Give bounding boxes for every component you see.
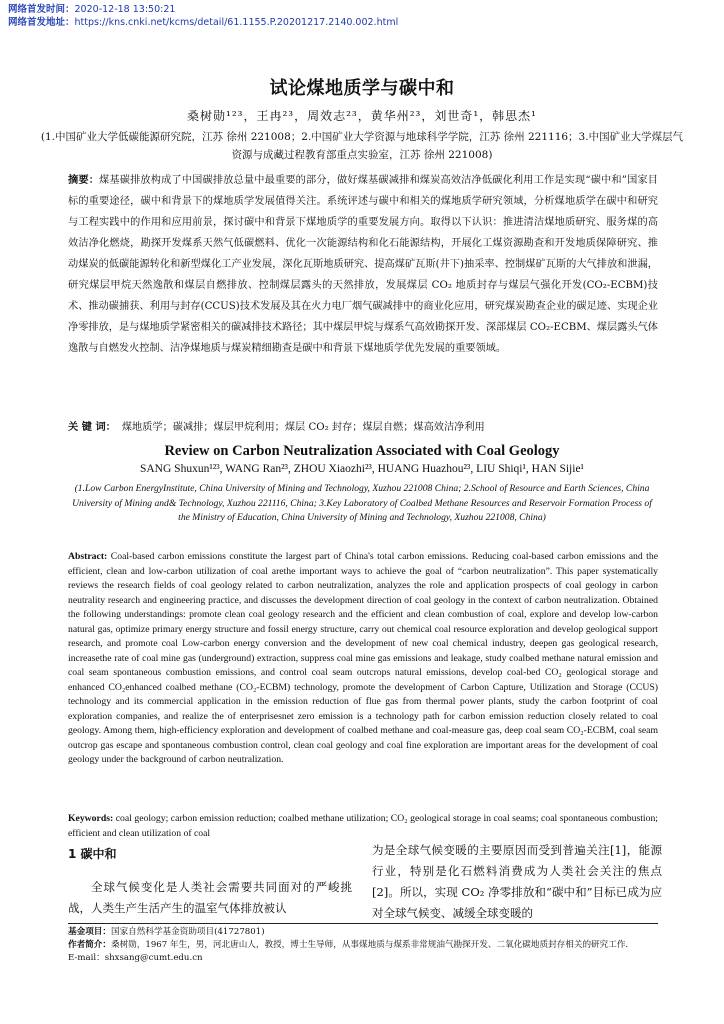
- publish-url-link[interactable]: https://kns.cnki.net/kcms/detail/61.1155.P.20201217.2140.002.html: [74, 17, 399, 28]
- keywords-en: [68, 812, 658, 841]
- keywords-en-label: Keywords:: [68, 813, 114, 824]
- paper-title-en: Review on Carbon Neutralization Associated with Coal Geology: [164, 443, 560, 459]
- abstract-cn-text: 煤基碳排放构成了中国碳排放总量中最重要的部分，做好煤基碳减排和煤炭高效洁净低碳化利用工作是实现“碳中和”国家目标的重要途径，碳中和背景下的煤地质学发展值得关注。系统评述与碳中和相关的煤地质学研究领域，分析煤地质学在碳中和研究与工程实践中的作用和应用前景，探讨碳中和背景下煤地质学的重要发展方向。取得以下认识：推进清洁煤地质研究、服务煤的高效洁净化燃烧，勘探开发煤系天然气低碳燃料、优化一次能源结构和化石能源结构，开展化工煤资源勘查和开发地质保障研究、推动煤炭的低碳能源转化和新型煤化工产业发展，深化瓦斯地质研究、提高煤矿瓦斯(井下)抽采率、控制煤矿瓦斯的大气排放和泄漏，研究煤层甲烷天然逸散和煤层自燃排放、控制煤层露头的天然排放，发展煤层 CO₂ 地质封存与煤层气强化开发(CO₂-ECBM)技术、推动碳捕获、利用与封存(CCUS)技术发展及其在火力电厂烟气碳减排中的商业化应用，研究煤炭勘查企业的碳足迹、实现企业净零排放，是与煤地质学紧密相关的碳减排技术路径；其中煤层甲烷与煤系气高效勘探开发、深部煤层 CO₂-ECBM、煤层露头气体逸散与自燃发火控制、洁净煤地质与煤炭精细勘查是碳中和背景下煤地质学优先发展的重要领域。: [68, 175, 658, 354]
- keywords-cn: [68, 420, 658, 436]
- affiliations-en: (1.Low Carbon EnergyInstitute, China University of Mining and Technology, Xuzhou 221008 China; 2.School of Resource and Earth Sciences, China University of Mining and& Technology, Xuzhou 221116, China; 3.Key Laboratory of Coalbed Methane Resources and Reservoir Formation Process of the Ministry of Education, China University of Mining and Technology, Xuzhou 221008, China): [72, 483, 652, 523]
- abstract-en: [68, 550, 658, 768]
- email-note[interactable]: E-mail：shxsang@cumt.edu.cn: [68, 953, 203, 963]
- authors-cn: 桑树勋¹²³，王冉²³，周效志²³，黄华州²³，刘世奇¹，韩思杰¹: [187, 109, 537, 123]
- publish-url-label: 网络首发地址：: [8, 17, 75, 28]
- authors-en: SANG Shuxun¹²³, WANG Ran²³, ZHOU Xiaozhi²³, HUANG Huazhou²³, LIU Shiqi¹, HAN Sijie¹: [139, 463, 585, 475]
- keywords-cn-text: 煤地质学；碳减排；煤层甲烷利用；煤层 CO₂ 封存；煤层自燃；煤高效洁净利用: [121, 422, 485, 433]
- affiliations-cn: (1.中国矿业大学低碳能源研究院，江苏 徐州 221008；2.中国矿业大学资源与地球科学学院，江苏 徐州 221116；3.中国矿业大学煤层气资源与成藏过程教育部重点实验室，江苏 徐州 221008): [40, 131, 684, 161]
- fund-note: [68, 926, 668, 939]
- fund-label: 基金项目：: [68, 927, 111, 937]
- author-label: 作者简介：: [68, 940, 111, 950]
- publish-url-line: [8, 16, 398, 29]
- body-paragraph-right: 为是全球气候变暖的主要原因而受到普遍关注[1]，能源行业，特别是化石燃料消费成为人类社会关注的焦点[2]。所以，实现 CO₂ 净零排放和“碳中和”目标已成为应对全球气候变、减缓全球变暖的: [372, 843, 662, 920]
- paper-title-cn: 试论煤地质学与碳中和: [269, 78, 455, 99]
- abstract-en-label: Abstract:: [68, 551, 108, 562]
- author-note: [68, 939, 668, 952]
- abstract-cn: [68, 170, 658, 359]
- body-column-right: [372, 840, 662, 924]
- publish-time-label: 网络首发时间：: [8, 4, 75, 15]
- footnotes: [68, 926, 668, 965]
- body-paragraph-left: 全球气候变化是人类社会需要共同面对的严峻挑战，人类生产生活产生的温室气体排放被认: [68, 880, 352, 915]
- keywords-cn-label: 关 键 词：: [68, 422, 116, 433]
- author-text: 桑树勋，1967 年生，男，河北唐山人，教授，博士生导师，从事煤地质与煤系非常规油气勘探开发、二氧化碳地质封存相关的研究工作.: [110, 940, 629, 950]
- abstract-en-text: Coal-based carbon emissions constitute the largest part of China's total carbon emissions. Reducing coal-based carbon emissions and the efficient, clean and low-carbon utilization of coal arethe important ways to achieve the goal of “carbon neutralization”. This paper systematically reviews the research fields of coal geology related to carbon neutralization, analyzes the role and application prospects of coal geology in carbon neutrality research and engineering practice, and discusses the development direction of coal geology in the context of carbon neutralization. Obtained the following understandings: promote clean coal geology research and the efficient and clean combustion of coal, explore and develop low-carbon natural gas, optimize primary energy structure and fossil energy structure, carry out chemical coal resource exploration and develop geological support research, and promote coal Low-carbon energy conversion and the development of new coal chemical industry, deepen gas geological research, increasethe rate of coal mine gas (underground) extraction, suppress coal mine gas emissions and leakage, study coalbed methane natural emission and coal seam spontaneous combustion emissions, and control coal seam outcrops natural emissions, develop coal-bed CO₂ geological storage and enhanced CO₂enhanced coalbed methane (CO₂-ECBM) technology, promote the development of Carbon Capture, Utilization and Storage (CCUS) technology and its commercial application in the emission reduction of flue gas from thermal power plants, study the carbon footprint of coal exploration companies, and realize the of enterprisesnet zero emission is a technology path for carbon emission reduction closely related to coal geology. Among them, high-efficiency exploration and development of coalbed methane and coal-measure gas, deep coal seam CO₂-ECBM, coal seam outcrop gas escape and spontaneous combustion control, clean coal geology and coal fine exploration are important areas for the development of coal geology under the background of carbon neutralization.: [68, 551, 659, 765]
- publish-time-line: [8, 3, 398, 16]
- publish-time: 2020-12-18 13:50:21: [74, 4, 176, 15]
- footnote-divider: [68, 923, 658, 924]
- keywords-en-text: coal geology; carbon emission reduction; coalbed methane utilization; CO₂ geological storage in coal seams; coal spontaneous combustion; efficient and clean utilization of coal: [68, 813, 658, 839]
- section-heading: 1 碳中和: [68, 847, 117, 861]
- publication-metadata: [8, 3, 398, 29]
- fund-text: 国家自然科学基金资助项目(41727801): [110, 927, 265, 937]
- abstract-cn-label: 摘要：: [68, 175, 100, 186]
- body-column-left: [68, 844, 352, 919]
